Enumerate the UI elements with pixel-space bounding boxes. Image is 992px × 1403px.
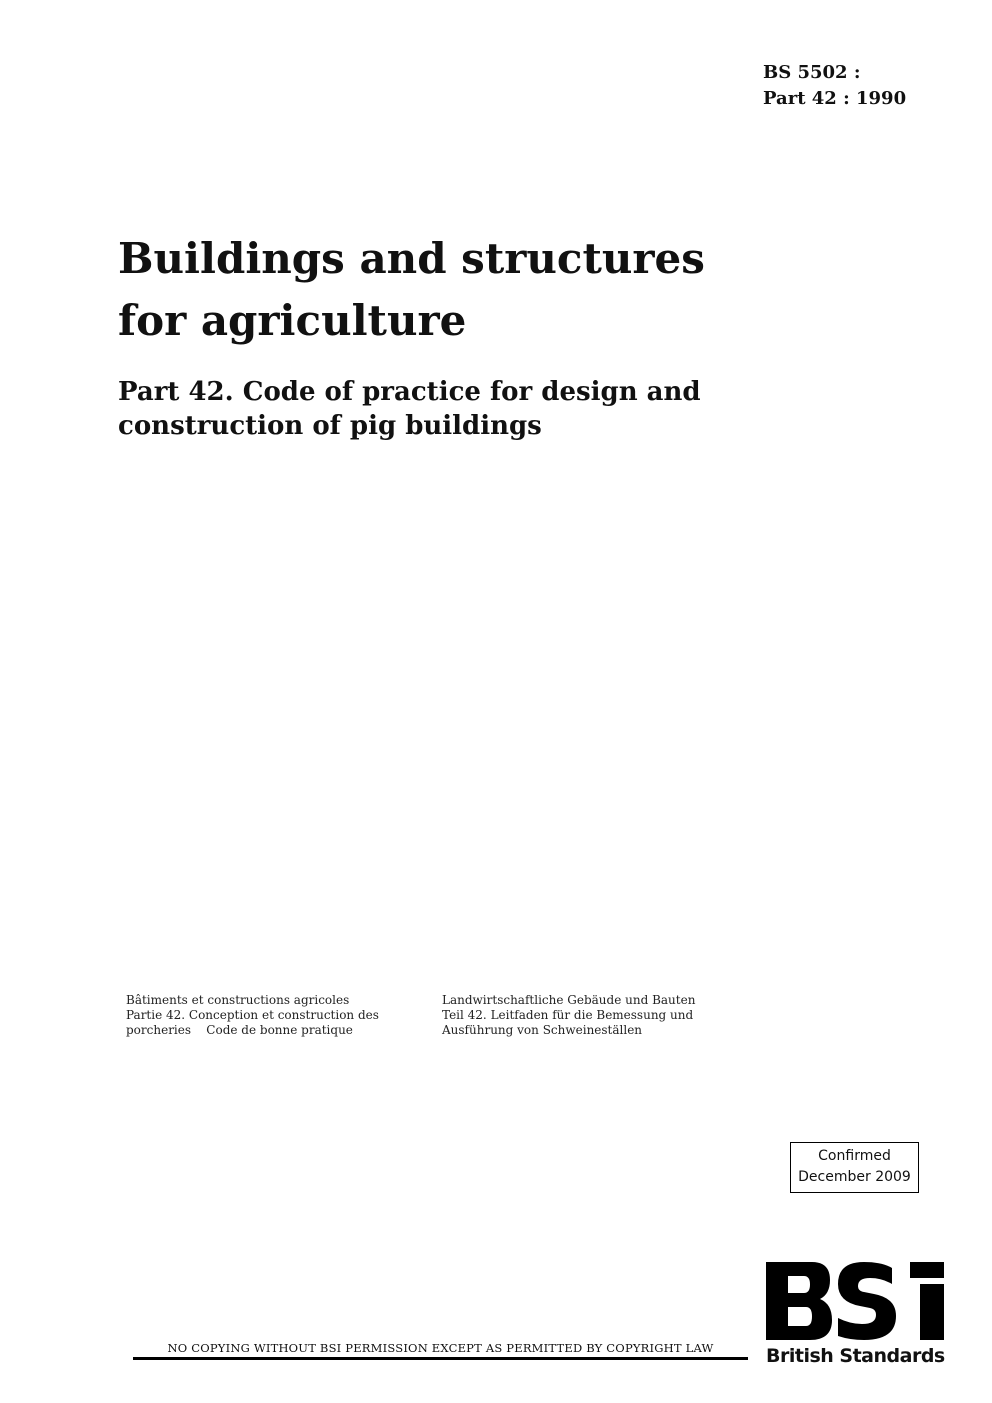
copyright-notice: NO COPYING WITHOUT BSI PERMISSION EXCEPT AS PERMITTED BY COPYRIGHT LAW	[167, 1341, 714, 1355]
french-title-line: Partie 42. Conception et construction des	[126, 1008, 379, 1022]
german-title	[442, 993, 742, 1038]
copyright-rule	[133, 1357, 748, 1360]
subtitle-line2: construction of pig buildings	[118, 411, 542, 441]
title-line1: Buildings and structures	[118, 234, 705, 283]
title-line2: for agriculture	[118, 296, 467, 345]
standard-number	[763, 60, 963, 112]
french-title-line: Bâtiments et constructions agricoles	[126, 993, 350, 1007]
confirmed-label: Confirmed	[818, 1148, 891, 1164]
british-standards-label: British Standards	[766, 1345, 945, 1367]
french-title-line: porcheries Code de bonne pratique	[126, 1023, 353, 1037]
confirmed-date: December 2009	[798, 1169, 911, 1185]
german-title-line: Ausführung von Schweineställen	[442, 1023, 643, 1037]
bsi-logo	[766, 1262, 944, 1340]
standard-number-line2: Part 42 : 1990	[763, 88, 907, 109]
document-title	[118, 228, 878, 352]
german-title-line: Landwirtschaftliche Gebäude und Bauten	[442, 993, 696, 1007]
standard-number-line1: BS 5502 :	[763, 62, 861, 83]
confirmed-stamp	[790, 1142, 919, 1193]
french-title	[126, 993, 416, 1038]
part-subtitle	[118, 375, 878, 443]
subtitle-line1: Part 42. Code of practice for design and	[118, 377, 701, 407]
german-title-line: Teil 42. Leitfaden für die Bemessung und	[442, 1008, 694, 1022]
